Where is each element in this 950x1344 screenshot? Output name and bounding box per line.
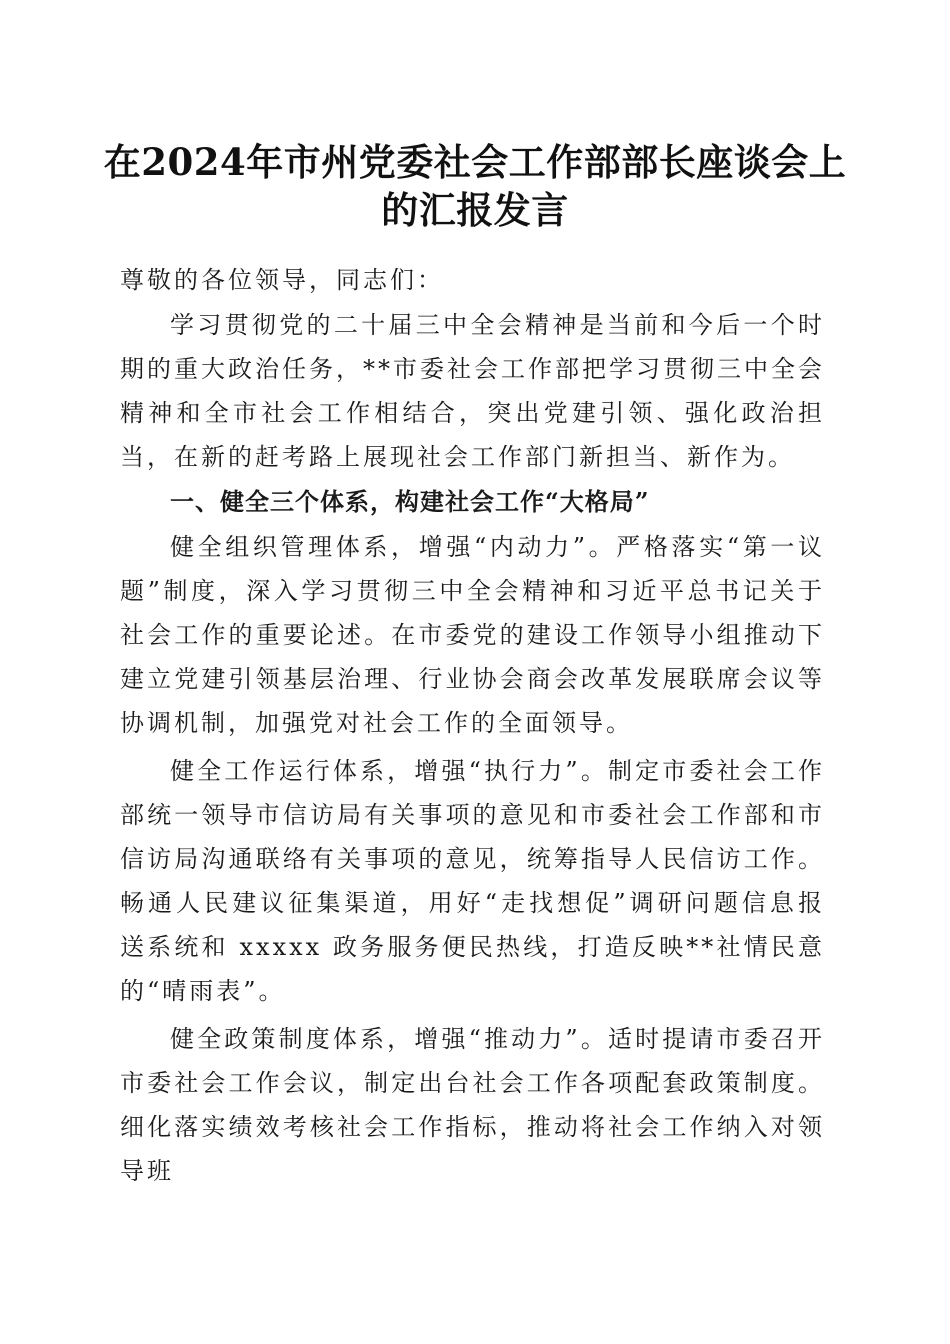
intro-paragraph: 学习贯彻党的二十届三中全会精神是当前和今后一个时期的重大政治任务，**市委社会工作部把学习贯彻三中全会精神和全市社会工作相结合，突出党建引领、强化政治担当，在新的赶考路上展现社会工作部门新担当、新作为。 — [120, 311, 825, 471]
paragraph-work-system: 健全工作运行体系，增强“执行力”。制定市委社会工作部统一领导市信访局有关事项的意见和市委社会工作部和市信访局沟通联络有关事项的意见，统筹指导人民信访工作。畅通人民建议征集渠道，用好“走找想促”调研问题信息报送系统和 xxxxx 政务服务便民热线，打造反映**社情民意的“晴雨表”。 — [120, 757, 825, 1005]
document-title — [100, 138, 850, 234]
title-line-2: 的汇报发言 — [381, 188, 569, 232]
title-line-1: 在2024年市州党委社会工作部部长座谈会上 — [103, 140, 847, 184]
document-body — [120, 258, 825, 1194]
section-heading-1: 一、健全三个体系，构建社会工作“大格局” — [170, 487, 650, 516]
salutation: 尊敬的各位领导，同志们： — [120, 266, 444, 294]
paragraph-policy-system: 健全政策制度体系，增强“推动力”。适时提请市委召开市委社会工作会议，制定出台社会工作各项配套政策制度。细化落实绩效考核社会工作指标，推动将社会工作纳入对领导班 — [120, 1025, 825, 1185]
paragraph-organization-system: 健全组织管理体系，增强“内动力”。严格落实“第一议题”制度，深入学习贯彻三中全会精神和习近平总书记关于社会工作的重要论述。在市委党的建设工作领导小组推动下建立党建引领基层治理、行业协会商会改革发展联席会议等协调机制，加强党对社会工作的全面领导。 — [120, 533, 825, 737]
